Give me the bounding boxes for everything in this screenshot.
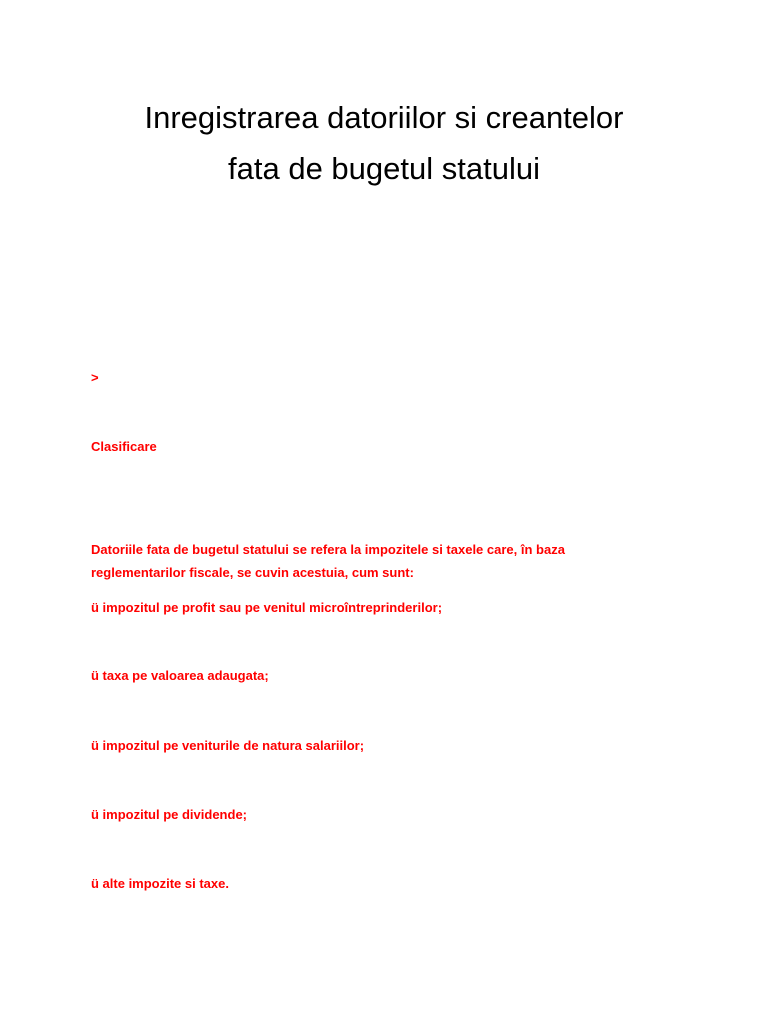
list-item: ü impozitul pe profit sau pe venitul microîntreprinderilor; (91, 600, 443, 615)
title-line-1: Inregistrarea datoriilor si creantelor (144, 100, 624, 135)
list-item: ü alte impozite si taxe. (91, 876, 229, 891)
title-line-2: fata de bugetul statului (228, 151, 540, 186)
list-item: ü impozitul pe dividende; (91, 807, 247, 822)
page-title (0, 92, 768, 194)
marker-symbol: > (91, 370, 99, 385)
list-item: ü taxa pe valoarea adaugata; (91, 668, 269, 683)
intro-line-2: reglementarilor fiscale, se cuvin acestuia, cum sunt: (91, 565, 414, 580)
intro-line-1: Datoriile fata de bugetul statului se refera la impozitele si taxele care, în baza (91, 542, 565, 557)
list-item: ü impozitul pe veniturile de natura salariilor; (91, 738, 365, 753)
section-heading: Clasificare (91, 439, 157, 454)
